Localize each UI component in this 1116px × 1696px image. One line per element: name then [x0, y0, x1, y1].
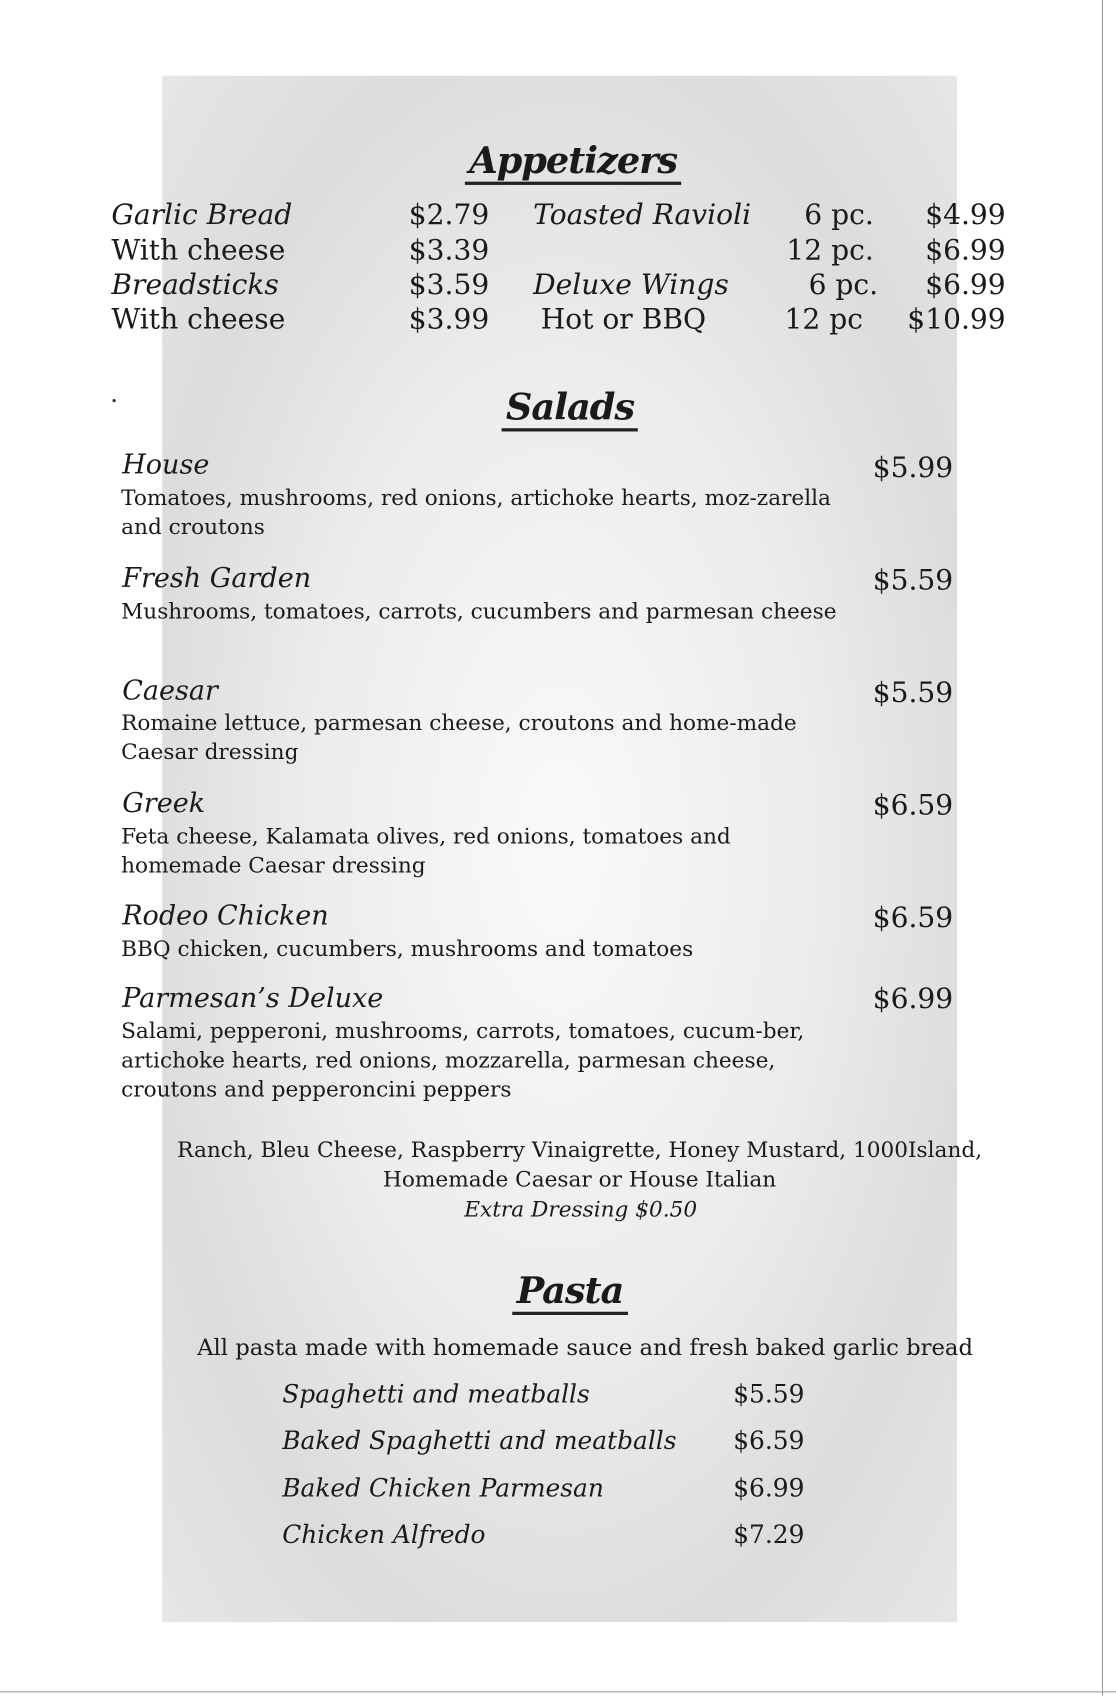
pasta-price: $7.29 — [733, 1521, 805, 1550]
appetizer-qty: 12 pc. — [786, 234, 874, 268]
pasta-price: $5.59 — [733, 1380, 805, 1410]
salads-heading: Salads — [502, 389, 639, 431]
page-edge-right — [1102, 0, 1103, 1696]
dressings-list: Ranch, Bleu Cheese, Raspberry Vinaigrette, Honey Mustard, 1000Island, — [177, 1136, 983, 1163]
salad-description: Salami, pepperoni, mushrooms, carrots, tomatoes, cucum-ber, artichoke hearts, red onions, mozzarella, parmesan cheese, croutons and pepperoncini peppers — [121, 1017, 805, 1102]
appetizer-price: $3.99 — [408, 303, 490, 337]
salad-description: Feta cheese, Kalamata olives, red onions, tomatoes and homemade Caesar dressing — [121, 822, 731, 879]
pasta-name: Baked Chicken Parmesan — [282, 1475, 604, 1504]
appetizer-name: Deluxe Wings — [533, 269, 729, 302]
appetizer-name: With cheese — [111, 303, 286, 337]
appetizer-name: With cheese — [111, 234, 286, 268]
appetizer-name: Toasted Ravioli — [533, 198, 752, 232]
appetizer-name: Garlic Bread — [111, 198, 293, 232]
salad-name: Parmesan’s Deluxe — [122, 981, 384, 1014]
appetizer-price: $4.99 — [925, 198, 1006, 232]
appetizer-name: Breadsticks — [111, 269, 279, 302]
salad-description: Tomatoes, mushrooms, red onions, artichoke hearts, moz-zarella and croutons — [121, 484, 831, 540]
appetizer-qty: 6 pc. — [804, 198, 874, 232]
salad-price: $5.59 — [872, 676, 954, 710]
pasta-heading: Pasta — [512, 1273, 627, 1315]
salad-description: Romaine lettuce, parmesan cheese, croutons and home-made Caesar dressing — [121, 709, 797, 765]
pasta-name: Spaghetti and meatballs — [282, 1380, 590, 1410]
salad-price: $6.59 — [872, 901, 954, 935]
salad-name: Fresh Garden — [122, 562, 312, 594]
dressings-list-2: Homemade Caesar or House Italian — [383, 1165, 777, 1192]
pasta-intro: All pasta made with homemade sauce and fresh baked garlic bread — [197, 1334, 973, 1361]
pasta-price: $6.59 — [733, 1427, 805, 1456]
appetizer-price: $10.99 — [907, 303, 1006, 337]
salad-name: Caesar — [122, 674, 218, 707]
pasta-name: Chicken Alfredo — [282, 1521, 486, 1550]
appetizer-qty: 12 pc — [784, 303, 863, 337]
salad-description: BBQ chicken, cucumbers, mushrooms and tomatoes — [121, 935, 694, 962]
salad-price: $6.99 — [872, 982, 954, 1016]
salad-name: Rodeo Chicken — [122, 899, 329, 932]
appetizer-price: $2.79 — [408, 198, 490, 232]
appetizer-price: $3.59 — [408, 269, 490, 302]
salad-description: Mushrooms, tomatoes, carrots, cucumbers and parmesan cheese — [121, 598, 837, 624]
appetizer-price: $3.39 — [408, 234, 490, 268]
salad-price: $6.59 — [872, 789, 954, 822]
page-edge-bottom — [0, 1691, 1116, 1692]
salad-price: $5.99 — [872, 452, 954, 485]
appetizers-heading: Appetizers — [465, 143, 681, 185]
salad-price: $5.59 — [872, 564, 954, 597]
appetizer-price: $6.99 — [925, 234, 1006, 268]
stray-dot — [112, 399, 115, 402]
appetizer-price: $6.99 — [925, 269, 1006, 302]
salad-name: Greek — [122, 787, 206, 819]
pasta-price: $6.99 — [733, 1475, 805, 1504]
extra-dressing-note: Extra Dressing $0.50 — [464, 1196, 698, 1222]
pasta-name: Baked Spaghetti and meatballs — [282, 1427, 677, 1456]
appetizer-qty: 6 pc. — [808, 269, 879, 302]
appetizer-name: Hot or BBQ — [540, 303, 707, 337]
salad-name: House — [122, 448, 210, 481]
